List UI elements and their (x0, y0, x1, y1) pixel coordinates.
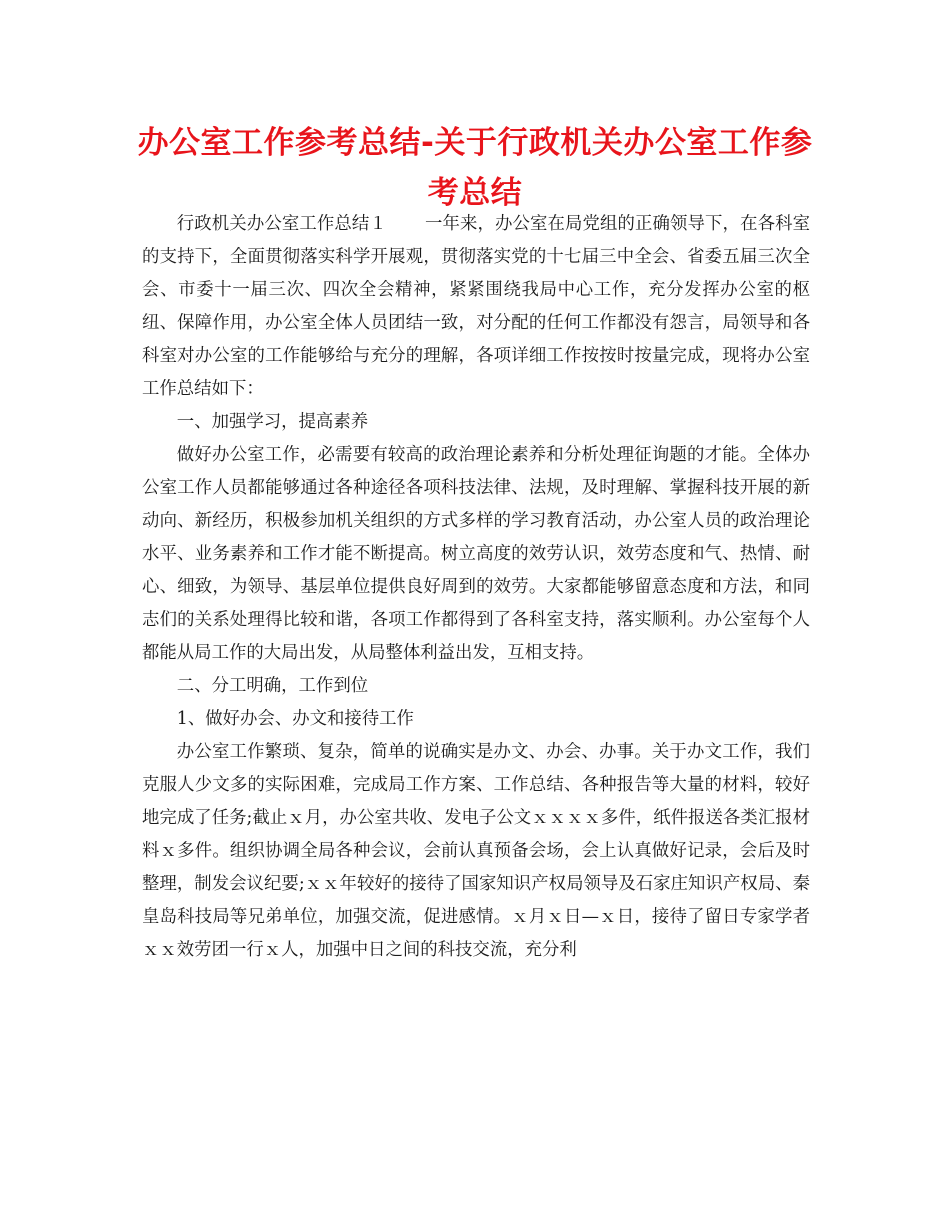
intro-label: 行政机关办公室工作总结１ (176, 214, 387, 234)
subsection-1-paragraph: 办公室工作繁琐、复杂，简单的说确实是办文、办会、办事。关于办文工作，我们克服人少文多的实际困难，完成局工作方案、工作总结、各种报告等大量的材料，较好地完成了任务;截止ｘ月，办公室共收、发电子公文ｘｘｘｘ多件，纸件报送各类汇报材料ｘ多件。组织协调全局各种会议，会前认真预备会场，会上认真做好记录，会后及时整理，制发会议纪要;ｘｘ年较好的接待了国家知识产权局领导及石家庄知识产权局、秦皇岛科技局等兄弟单位，加强交流，促进感情。ｘ月ｘ日—ｘ日，接待了留日专家学者ｘｘ效劳团一行ｘ人，加强中日之间的科技交流，充分利 (142, 742, 810, 960)
document-body (142, 208, 810, 967)
subsection-1-heading: 1、做好办会、办文和接待工作 (176, 709, 414, 729)
document-title: 办公室工作参考总结-关于行政机关办公室工作参考总结 (137, 125, 813, 211)
intro-paragraph (142, 208, 810, 406)
section-1-paragraph: 做好办公室工作，必需要有较高的政治理论素养和分析处理征询题的才能。全体办公室工作人员都能够通过各种途径各项科技法律、法规，及时理解、掌握科技开展的新动向、新经历，积极参加机关组织的方式多样的学习教育活动，办公室人员的政治理论水平、业务素养和工作才能不断提高。树立高度的效劳认识，效劳态度和气、热情、耐心、细致，为领导、基层单位提供良好周到的效劳。大家都能够留意态度和方法，和同志们的关系处理得比较和谐，各项工作都得到了各科室支持，落实顺利。办公室每个人都能从局工作的大局出发，从局整体利益出发，互相支持。 (142, 445, 810, 663)
section-1-heading: 一、加强学习，提高素养 (176, 412, 369, 432)
intro-text: 一年来，办公室在局党组的正确领导下，在各科室的支持下，全面贯彻落实科学开展观，贯彻落实党的十七届三中全会、省委五届三次全会、市委十一届三次、四次全会精神，紧紧围绕我局中心工作，充分发挥办公室的枢纽、保障作用，办公室全体人员团结一致，对分配的任何工作都没有怨言，局领导和各科室对办公室的工作能够给与充分的理解，各项详细工作按按时按量完成，现将办公室工作总结如下： (142, 214, 810, 399)
section-2-heading: 二、分工明确，工作到位 (176, 676, 369, 696)
